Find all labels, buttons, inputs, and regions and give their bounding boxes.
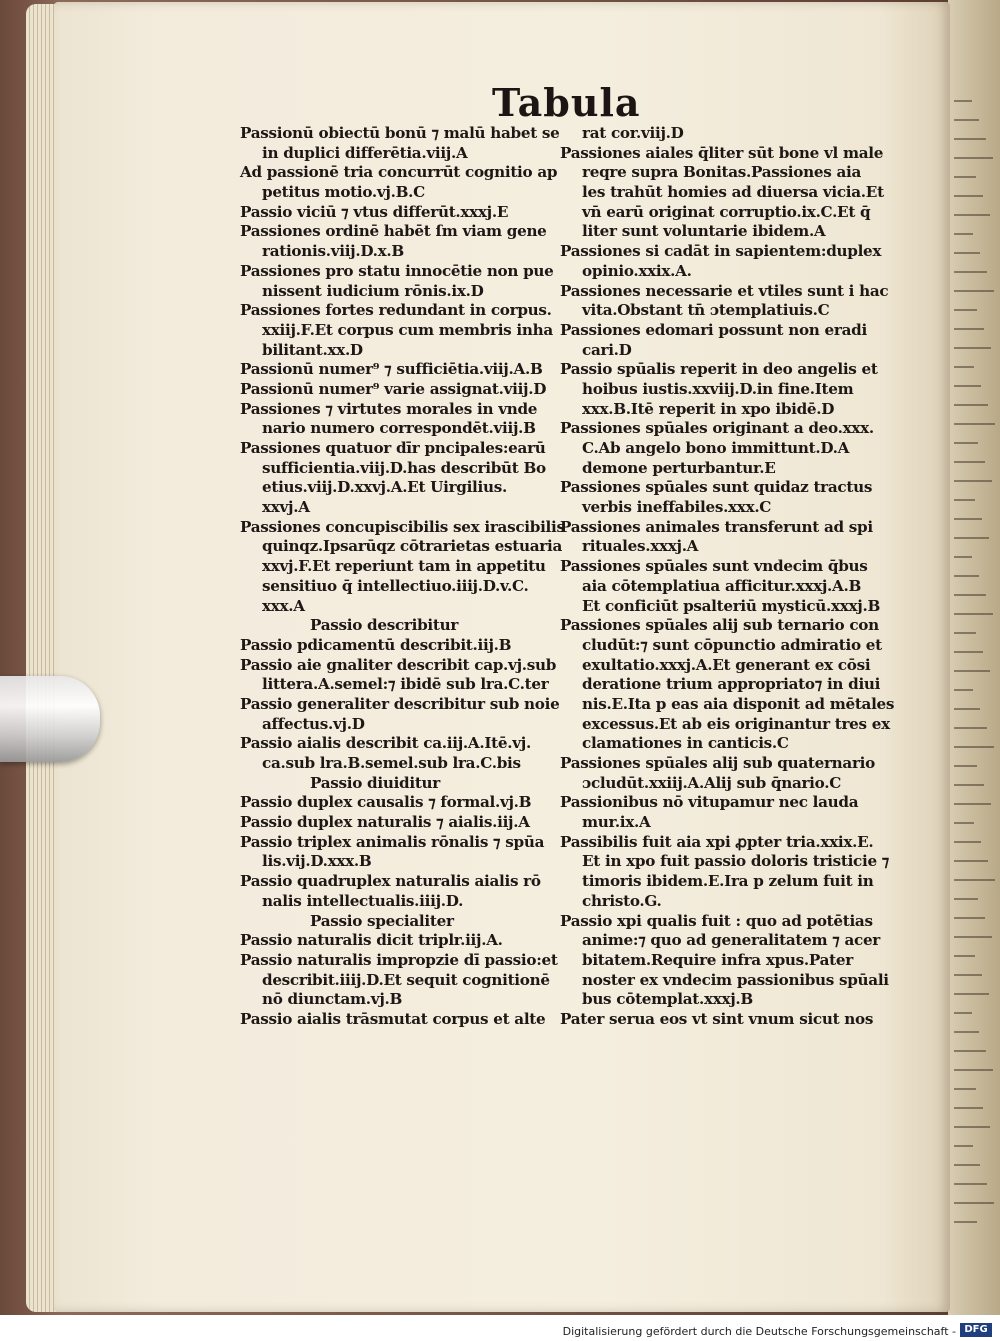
facing-page-text-streak [954,347,991,349]
index-entry-line: excessus.Et ab eis originantur tres ex [582,714,890,733]
index-entry-line: rationis.viij.D.x.B [262,242,404,261]
facing-page-text-streak [954,1202,994,1204]
facing-page-text-streak [954,100,972,102]
index-entry-line: Passio aialis describit ca.iij.A.Itē.vj. [240,734,531,753]
index-entry-line: Passio aie gnaliter describit cap.vj.sub [240,655,557,674]
index-entry-line: xxx.A [262,596,305,615]
index-entry-line: Passio viciū ⁊ vtus differūt.xxxj.E [240,202,509,221]
index-entry-line: petitus motio.vj.B.C [262,183,425,202]
facing-page-text-streak [954,1031,979,1033]
index-entry-line: Passio aialis trāsmutat corpus et alte [240,1009,546,1028]
index-entry-line: timoris ibidem.E.Ira p zelum fuit in [582,872,874,891]
facing-page-text-streak [954,1145,973,1147]
facing-page-text-streak [954,1012,972,1014]
index-entry-line: noster ex vndecim passionibus spūali [582,970,889,989]
index-entry-line: Passiones spūales sunt vndecim q̄bus [560,557,868,576]
index-entry-line: nario numero correspondēt.viij.B [262,419,536,438]
facing-page-text-streak [954,461,985,463]
index-entry-line: Pater serua eos vt sint vnum sicut nos [560,1009,874,1028]
index-entry-line: Passionū numer⁹ ⁊ sufficiētia.viij.A.B [240,360,543,379]
facing-page-text-streak [954,480,992,482]
facing-page-text-streak [954,689,973,691]
index-entry-line: xxvj.A [262,498,310,517]
index-entry-line: hoibus iustis.xxviij.D.in fine.Item [582,379,854,398]
index-entry-line: xxvj.F.Et reperiunt tam in appetitu [262,557,546,576]
index-entry-line: etius.viij.D.xxvj.A.Et Uirgilius. [262,478,507,497]
facing-page-text-streak [954,955,975,957]
facing-page-text-streak [954,309,977,311]
facing-page-text-streak [954,575,979,577]
index-subheading: Passio describitur [310,616,459,635]
index-entry-line: christo.G. [582,891,662,910]
index-entry-line: Passiones concupiscibilis sex irascibilis [240,517,565,536]
facing-page-text-streak [954,366,974,368]
index-entry-line: Passio duplex naturalis ⁊ aialis.iij.A [240,813,530,832]
index-entry-line: vn̄ earū originat corruptio.ix.C.Et q̄ [582,202,871,221]
index-entry-line: Ad passionē tria concurrūt cognitio ap [240,163,558,182]
index-entry-line: Passio triplex animalis rōnalis ⁊ spūa [240,832,545,851]
index-entry-line: Passionibus nō vitupamur nec lauda [560,793,859,812]
index-entry-line: Et conficiūt psalteriū mysticū.xxxj.B [582,596,881,615]
index-entry-line: littera.A.semel:⁊ ibidē sub lra.C.ter [262,675,549,694]
index-entry-line: xxiij.F.Et corpus cum membris inha [262,320,553,339]
index-entry-line: demone perturbantur.E [582,458,776,477]
facing-page-text-streak [954,1088,976,1090]
index-entry-line: Passio generaliter describitur sub noie [240,694,560,713]
index-subheading: Passio diuiditur [310,773,440,792]
index-entry-line: Passibilis fuit aia xpi ꝓpter tria.xxix.E. [560,832,874,851]
facing-page-text-streak [954,670,990,672]
facing-page-text-streak [954,556,972,558]
facing-page-text-streak [954,594,986,596]
index-entry-line: cari.D [582,340,632,359]
page-header-title: Tabula [492,80,641,125]
facing-page-text-streak [954,290,994,292]
index-entry-line: in duplici differētia.viij.A [262,143,468,162]
index-entry-line: Passionū obiectū bonū ⁊ malū habet se [240,124,560,142]
index-entry-line: Passio duplex causalis ⁊ formal.vj.B [240,793,532,812]
index-entry-line: ɔcludūt.xxiij.A.Alij sub q̄nario.C [582,773,841,792]
facing-page-edge [948,0,1000,1315]
facing-page-text-streak [954,176,976,178]
index-column-right [560,124,895,1030]
facing-page-text-streak [954,1050,986,1052]
index-entry-line: liter sunt voluntarie ibidem.A [582,222,826,241]
index-entry-line: bitatem.Require infra xpus.Pater [582,950,853,969]
facing-page-text-streak [954,537,989,539]
index-entry-line: Passiones spūales alij sub quaternario [560,754,875,772]
facing-page-text-streak [954,860,988,862]
index-entry-line: C.Ab angelo bono immittunt.D.A [582,439,850,457]
index-entry-line: Passiones aiales q̄liter sūt bone vl male [560,143,884,162]
index-entry-line: Passiones pro statu innocētie non pue [240,261,554,280]
index-entry-line: ca.sub lra.B.semel.sub lra.C.bis [262,754,521,772]
index-entry-line: nalis intellectualis.iiij.D. [262,891,464,910]
index-entry-line: xxx.B.Itē reperit in xpo ibidē.D [582,399,835,418]
facing-page-text-streak [954,214,990,216]
index-entry-line: nissent iudicium rōnis.ix.D [262,281,484,300]
index-entry-line: Passiones necessarie et vtiles sunt i hac [560,281,889,300]
index-entry-line: Passio pdicamentū describit.iij.B [240,635,512,654]
facing-page-text-streak [954,841,981,843]
facing-page-text-streak [954,632,976,634]
index-entry-line: rat cor.viij.D [582,124,684,142]
index-entry-line: Passiones ⁊ virtutes morales in vnde [240,399,538,418]
index-entry-line: Passio naturalis dicit triplr.iij.A. [240,931,503,950]
facing-page-text-streak [954,385,981,387]
index-entry-line: anime:⁊ quo ad generalitatem ⁊ acer [582,931,881,950]
index-entry-line: bilitant.xx.D [262,340,363,359]
facing-page-text-streak [954,784,984,786]
facing-page-text-streak [954,613,993,615]
dfg-logo: DFG [960,1323,992,1337]
index-entry-line: Passiones fortes redundant in corpus. [240,301,552,320]
facing-page-text-streak [954,727,987,729]
index-entry-line: Passio quadruplex naturalis aialis rō [240,872,541,891]
index-entry-line: aia cōtemplatiua afficitur.xxxj.A.B [582,576,862,595]
index-entry-line: Passio spūalis reperit in deo angelis et [560,360,878,379]
index-entry-line: Passiones si cadāt in sapientem:duplex [560,242,882,261]
facing-page-text-streak [954,423,995,425]
facing-page-text-streak [954,822,974,824]
footer-credit: Digitalisierung gefördert durch die Deutsche Forschungsgemeinschaft - [562,1325,956,1338]
facing-page-text-streak [954,252,980,254]
index-entry-line: vita.Obstant tn̄ ɔtemplatiuis.C [582,301,830,320]
facing-page-text-streak [954,233,973,235]
index-entry-line: nis.E.Ita p eas aia disponit ad mētales [582,694,895,713]
facing-page-text-streak [954,195,983,197]
facing-page-text-streak [954,1069,993,1071]
facing-page-text-streak [954,974,982,976]
facing-page-text-streak [954,328,984,330]
index-entry-line: clamationes in canticis.C [582,734,789,753]
facing-page-text-streak [954,765,977,767]
index-entry-line: verbis ineffabiles.xxx.C [582,498,772,517]
index-entry-line: quinqz.Ipsarūqz cōtrarietas estuaria [262,537,562,556]
index-entry-line: lis.vij.D.xxx.B [262,852,372,871]
index-entry-line: mur.ix.A [582,813,651,832]
index-entry-line: bus cōtemplat.xxxj.B [582,990,753,1009]
index-column-left [240,124,565,1030]
index-entry-line: affectus.vj.D [262,714,365,733]
facing-page-text-streak [954,1126,990,1128]
facing-page-text-streak [954,1183,987,1185]
facing-page-text-streak [954,404,988,406]
index-entry-line: exultatio.xxxj.A.Et generant ex cōsi [582,655,871,674]
index-subheading: Passio specialiter [310,911,454,930]
index-entry-line: Passio xpi qualis fuit : quo ad potētias [560,911,873,930]
index-entry-line: Passiones animales transferunt ad spi [560,517,873,536]
index-entry-line: Passiones edomari possunt non eradi [560,320,867,339]
index-entry-line: Et in xpo fuit passio doloris tristicie ⁊ [582,852,890,871]
facing-page-text-streak [954,499,975,501]
facing-page-text-streak [954,157,993,159]
facing-page-text-streak [954,936,992,938]
facing-page-text-streak [954,651,983,653]
index-entry-line: Passiones spūales sunt quidaz tractus [560,478,873,497]
index-entry-line: les trahūt homies ad diuersa vicia.Et [582,183,884,202]
index-entry-line: Passiones spūales alij sub ternario con [560,616,879,635]
facing-page-text-streak [954,442,978,444]
facing-page-text-streak [954,993,989,995]
index-entry-line: reqre supra Bonitas.Passiones aia [582,163,861,182]
facing-page-text-streak [954,708,980,710]
index-entry-line: opinio.xxix.A. [582,261,692,280]
index-entry-line: sufficientia.viij.D.has describūt Bo [262,458,546,477]
facing-page-text-streak [954,1221,977,1223]
index-entry-line: rituales.xxxj.A [582,537,699,556]
facing-page-text-streak [954,518,982,520]
facing-page-text-streak [954,1164,980,1166]
facing-page-text-streak [954,119,979,121]
index-entry-line: Passiones ordinē habēt ſm viam gene [240,222,547,241]
facing-page-text-streak [954,271,987,273]
index-entry-line: Passionū numer⁹ varie assignat.viij.D [240,379,547,398]
facing-page-text-streak [954,898,978,900]
index-entry-line: nō diunctam.vj.B [262,990,403,1009]
facing-page-text-streak [954,917,985,919]
index-entry-line: sensitiuo q̄ intellectiuo.iiij.D.v.C. [262,576,529,595]
facing-page-text-streak [954,879,995,881]
page-clip [0,676,100,762]
facing-page-text-streak [954,1107,983,1109]
index-entry-line: Passiones spūales originant a deo.xxx. [560,419,874,438]
facing-page-text-streak [954,138,986,140]
index-entry-line: describit.iiij.D.Et sequit cognitionē [262,970,550,989]
facing-page-text-streak [954,803,991,805]
index-entry-line: Passiones quatuor dīr pncipales:earū [240,439,546,457]
index-entry-line: Passio naturalis impropzie dī passio:et [240,950,558,969]
index-entry-line: deratione trium appropriato⁊ in diui [582,675,881,694]
index-entry-line: cludūt:⁊ sunt cōpunctio admiratio et [582,635,882,654]
facing-page-text-streak [954,746,994,748]
